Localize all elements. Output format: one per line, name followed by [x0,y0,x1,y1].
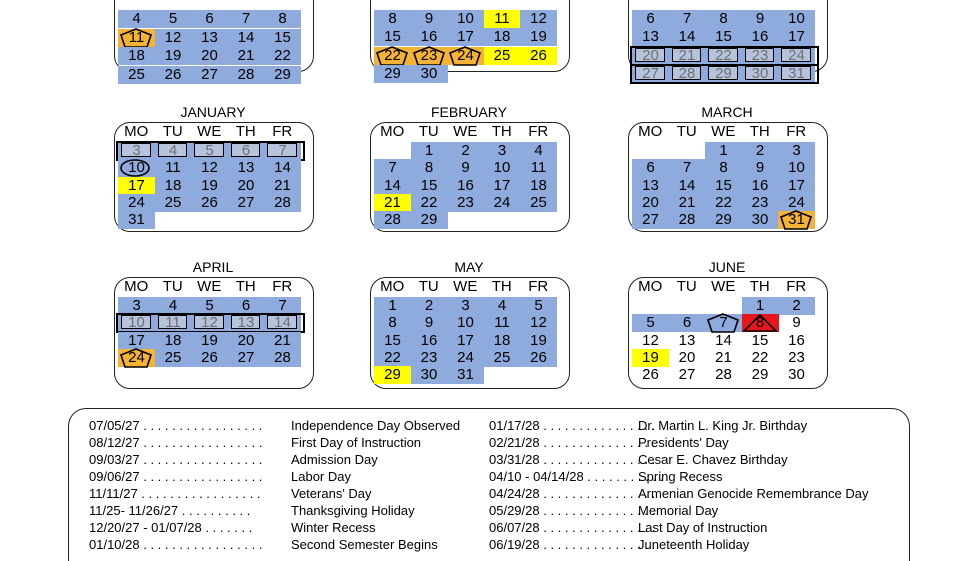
day-cell: 19 [520,332,557,350]
recess-day-box [635,48,665,62]
day-cell [484,211,521,229]
day-cell: 7 [264,297,301,315]
day-cell: 2 [778,297,815,315]
recess-day-box [267,315,297,329]
day-cell: 17 [447,28,484,46]
legend-event-name: Juneteenth Holiday [638,537,750,552]
day-cell: 2 [447,142,484,160]
day-cell: 13 [678,331,696,349]
day-cell: 28 [264,349,301,367]
day-cell: 28 [715,366,732,384]
day-cell: 23 [742,194,779,212]
day-cell: 9 [792,314,801,332]
weekday-header: FR [786,278,807,295]
day-cell: 28 [264,194,301,212]
day-cell: 23 [447,194,484,212]
day-cell: 24 [118,194,155,212]
legend-row [89,434,489,451]
day-cell: 15 [374,28,411,46]
day-cell: 12 [155,29,192,47]
day-cell: 17 [778,177,815,195]
day-cell: 29 [705,211,742,229]
legend-date: 09/03/27 . . . . . . . . . . . . . . . . . [89,452,263,467]
day-cell: 11 [484,314,521,332]
recess-day-box [231,143,261,157]
recess-day-box [158,315,188,329]
weekday-header: MO [380,123,405,140]
legend-date: 08/12/27 . . . . . . . . . . . . . . . . . [89,435,263,450]
day-cell: 27 [228,349,265,367]
day-cell: 21 [715,348,732,366]
weekday-header: FR [272,278,293,295]
legend-row [489,417,889,434]
day-cell: 23 [411,47,448,65]
legend-event-name: Independence Day Observed [291,418,461,433]
day-cell: 22 [751,348,769,366]
day-cell: 15 [751,331,769,349]
day-cell [484,65,521,83]
day-cell: 29 [411,211,448,229]
day-cell: 18 [118,47,155,65]
day-cell: 9 [742,159,779,177]
day-cell: 18 [484,332,521,350]
legend-row [489,451,889,468]
day-cell: 6 [228,297,265,315]
legend-row [89,468,489,485]
day-cell [228,211,265,229]
day-cell: 3 [118,297,155,315]
weekday-header: TH [749,123,770,140]
weekday-header: MO [638,123,663,140]
recess-day-box [121,143,151,157]
day-cell: 22 [411,194,448,212]
holiday-legend [68,408,910,561]
weekday-header: TH [491,123,512,140]
legend-event-name: Last Day of Instruction [638,520,768,535]
legend-row [489,502,889,519]
day-cell: 14 [669,28,706,46]
day-cell: 10 [778,159,815,177]
day-cell: 25 [520,194,557,212]
day-cell: 7 [669,10,706,28]
day-cell: 17 [447,332,484,350]
legend-event-name: Admission Day [291,452,378,467]
day-cell: 12 [191,159,228,177]
day-cell: 26 [191,194,228,212]
day-cell: 22 [705,194,742,212]
recess-day-box [635,66,665,80]
month-name: MARCH [701,104,753,120]
day-cell: 28 [374,211,411,229]
legend-row [489,468,889,485]
day-cell: 13 [632,177,669,195]
day-cell: 8 [374,314,411,332]
month-name: FEBRUARY [431,104,507,120]
weekday-header: TU [418,278,439,295]
recess-day-box [231,315,261,329]
recess-day-box [672,48,702,62]
legend-event-name: Labor Day [291,469,351,484]
day-cell: 29 [264,66,301,84]
day-cell: 20 [228,177,265,195]
day-cell: 1 [374,297,411,315]
legend-row [89,536,489,553]
recess-day-box [745,66,775,80]
month-name: APRIL [192,259,234,275]
day-cell: 16 [411,332,448,350]
day-cell: 18 [520,177,557,195]
day-cell: 11 [520,159,557,177]
day-cell: 31 [118,211,155,229]
month-name: MAY [454,259,484,275]
weekday-header: FR [786,123,807,140]
legend-event-name: Presidents' Day [638,435,729,450]
legend-row [89,485,489,502]
recess-day-box [745,48,775,62]
day-cell: 30 [742,211,779,229]
day-cell: 10 [447,10,484,28]
day-cell: 16 [742,28,779,46]
day-cell [484,366,521,384]
weekday-header: FR [272,123,293,140]
day-cell: 15 [411,177,448,195]
day-cell [520,366,557,384]
weekday-header: WE [197,123,222,140]
day-cell: 5 [155,10,192,28]
day-cell: 25 [155,194,192,212]
day-cell: 24 [447,47,484,65]
day-cell: 17 [778,28,815,46]
day-cell: 9 [447,159,484,177]
day-cell: 8 [264,10,301,28]
day-cell [447,65,484,83]
day-cell: 25 [484,47,521,65]
day-cell: 8 [705,10,742,28]
day-cell: 18 [155,332,192,350]
day-cell: 19 [191,332,228,350]
day-cell: 24 [118,349,155,367]
day-cell: 13 [228,159,265,177]
day-cell: 19 [632,349,669,367]
legend-date: 07/05/27 . . . . . . . . . . . . . . . . . [89,418,263,433]
day-cell: 4 [520,142,557,160]
weekday-header: TU [418,123,439,140]
day-cell: 9 [742,10,779,28]
day-cell: 18 [155,177,192,195]
weekday-header: FR [528,123,549,140]
day-cell: 9 [411,10,448,28]
day-cell: 22 [264,47,301,65]
day-cell: 3 [778,142,815,160]
day-cell: 3 [447,297,484,315]
legend-date: 09/06/27 . . . . . . . . . . . . . . . . . [89,469,263,484]
legend-event-name: First Day of Instruction [291,435,422,450]
legend-date: 03/31/28 . . . . . . . . . . . . . . . . [489,452,656,467]
day-cell: 1 [742,297,779,315]
weekday-header: TH [491,278,512,295]
day-cell [669,142,706,160]
legend-date: 01/17/28 . . . . . . . . . . . . . . . . [489,418,656,433]
day-cell: 14 [374,177,411,195]
recess-day-box [194,315,224,329]
day-cell: 18 [484,28,521,46]
day-cell: 21 [264,177,301,195]
day-cell: 21 [669,194,706,212]
day-cell: 8 [374,10,411,28]
day-cell: 19 [155,47,192,65]
recess-day-box [121,315,151,329]
day-cell: 25 [484,349,521,367]
day-cell: 14 [715,331,732,349]
day-cell [264,211,301,229]
day-cell: 2 [411,297,448,315]
day-cell: 8 [705,159,742,177]
day-cell: 14 [669,177,706,195]
day-cell: 28 [228,66,265,84]
recess-day-box [194,143,224,157]
legend-row [489,536,889,553]
weekday-header: TH [235,123,256,140]
weekday-header: TU [162,278,183,295]
day-cell: 29 [374,366,411,384]
legend-event-name: Dr. Martin L. King Jr. Birthday [638,418,808,433]
day-cell: 22 [374,47,411,65]
day-cell: 12 [642,331,659,349]
day-cell: 4 [118,10,155,28]
recess-day-box [781,66,811,80]
day-cell [155,211,192,229]
day-cell: 1 [705,142,742,160]
day-cell: 30 [411,366,448,384]
day-cell [447,211,484,229]
weekday-header: WE [197,278,222,295]
recess-day-box [708,48,738,62]
day-cell: 23 [788,348,805,366]
day-cell [705,297,742,315]
legend-event-name: Memorial Day [638,503,719,518]
day-cell: 10 [484,159,521,177]
day-cell: 24 [484,194,521,212]
weekday-header: MO [380,278,405,295]
day-cell: 16 [742,177,779,195]
legend-row [89,502,489,519]
legend-event-name: Winter Recess [291,520,376,535]
day-cell: 29 [374,65,411,83]
day-cell: 31 [778,211,815,229]
legend-date: 06/07/28 . . . . . . . . . . . . . . . . [489,520,656,535]
day-cell: 4 [155,297,192,315]
legend-row [89,417,489,434]
recess-day-box [781,48,811,62]
day-cell: 6 [669,314,706,332]
day-cell: 6 [632,10,669,28]
day-cell [520,65,557,83]
weekday-header: WE [453,278,478,295]
day-cell: 14 [264,159,301,177]
weekday-header: MO [124,123,149,140]
day-cell: 17 [484,177,521,195]
day-cell: 8 [742,314,779,332]
day-cell: 24 [447,349,484,367]
day-cell: 5 [632,314,669,332]
day-cell [374,142,411,160]
day-cell: 30 [411,65,448,83]
legend-date: 11/11/27 . . . . . . . . . . . . . . . . . [89,486,261,501]
weekday-header: WE [453,123,478,140]
day-cell [669,297,706,315]
day-cell [520,211,557,229]
day-cell: 11 [155,159,192,177]
day-cell: 8 [411,159,448,177]
day-cell [632,142,669,160]
day-cell: 29 [751,366,769,384]
day-cell: 12 [520,314,557,332]
day-cell: 5 [191,297,228,315]
day-cell: 19 [191,177,228,195]
legend-event-name: Cesar E. Chavez Birthday [638,452,788,467]
day-cell: 27 [678,366,696,384]
day-cell: 3 [484,142,521,160]
day-cell: 20 [191,47,228,65]
legend-date: 11/25- 11/26/27 . . . . . . . . . . [89,503,251,518]
day-cell: 26 [155,66,192,84]
day-cell: 12 [520,10,557,28]
recess-day-box [672,66,702,80]
weekday-header: TU [676,278,697,295]
weekday-header: TU [676,123,697,140]
legend-event-name: Spring Recess [638,469,723,484]
day-cell: 11 [484,10,521,28]
day-cell: 7 [669,159,706,177]
day-cell: 7 [705,314,742,332]
weekday-header: MO [124,278,149,295]
day-cell: 14 [228,29,265,47]
day-cell: 19 [520,28,557,46]
legend-row [489,519,889,536]
day-cell: 21 [374,194,411,212]
day-cell: 20 [228,332,265,350]
weekday-header: TU [162,123,183,140]
day-cell: 5 [520,297,557,315]
legend-date: 02/21/28 . . . . . . . . . . . . . . . . [489,435,656,450]
day-cell: 20 [632,194,669,212]
weekday-header: TH [749,278,770,295]
day-cell: 6 [632,159,669,177]
day-cell: 27 [632,211,669,229]
recess-day-box [708,66,738,80]
weekday-header: FR [528,278,549,295]
day-cell: 22 [374,349,411,367]
day-cell: 31 [447,366,484,384]
day-cell: 15 [705,28,742,46]
day-cell: 23 [411,349,448,367]
day-cell: 27 [191,66,228,84]
legend-date: 04/10 - 04/14/28 . . . . . . . . . . . [489,469,664,484]
day-cell: 27 [228,194,265,212]
legend-row [489,485,889,502]
day-cell: 20 [678,348,696,366]
day-cell: 16 [788,331,805,349]
day-cell: 16 [411,28,448,46]
day-cell [191,211,228,229]
day-cell: 28 [669,211,706,229]
day-cell: 15 [264,29,301,47]
day-cell: 6 [191,10,228,28]
month-name: JUNE [708,259,746,275]
day-cell: 26 [520,47,557,65]
day-cell: 15 [374,332,411,350]
day-cell: 24 [778,194,815,212]
legend-row [89,451,489,468]
legend-event-name: Second Semester Begins [291,537,438,552]
day-cell: 11 [118,29,155,47]
weekday-header: WE [711,123,736,140]
day-cell: 7 [374,159,411,177]
legend-date: 04/24/28 . . . . . . . . . . . . . . . . [489,486,656,501]
legend-row [489,434,889,451]
recess-day-box [267,143,297,157]
day-cell: 7 [228,10,265,28]
legend-event-name: Veterans' Day [291,486,372,501]
day-cell: 10 [447,314,484,332]
weekday-header: WE [711,278,736,295]
month-name: JANUARY [180,104,246,120]
legend-event-name: Armenian Genocide Remembrance Day [638,486,869,501]
day-cell: 16 [447,177,484,195]
day-cell: 30 [788,366,805,384]
recess-day-box [158,143,188,157]
day-cell: 21 [264,332,301,350]
day-cell: 9 [411,314,448,332]
day-cell: 13 [632,28,669,46]
day-cell: 10 [118,159,155,177]
legend-date: 06/19/28 . . . . . . . . . . . . . . . . [489,537,656,552]
day-cell: 13 [191,29,228,47]
day-cell: 25 [155,349,192,367]
legend-date: 12/20/27 - 01/07/28 . . . . . . . [89,520,253,535]
day-cell: 17 [118,177,155,195]
legend-date: 01/10/28 . . . . . . . . . . . . . . . . . [89,537,263,552]
day-cell: 17 [118,332,155,350]
weekday-header: TH [235,278,256,295]
day-cell: 10 [778,10,815,28]
day-cell: 26 [520,349,557,367]
day-cell: 26 [191,349,228,367]
day-cell: 1 [411,142,448,160]
day-cell: 25 [118,66,155,84]
legend-date: 05/29/28 . . . . . . . . . . . . . . . . [489,503,656,518]
day-cell: 15 [705,177,742,195]
legend-row [89,519,489,536]
day-cell: 21 [228,47,265,65]
day-cell: 2 [742,142,779,160]
weekday-header: MO [638,278,663,295]
day-cell: 4 [484,297,521,315]
day-cell: 26 [642,366,659,384]
day-cell [632,297,669,315]
legend-event-name: Thanksgiving Holiday [291,503,415,518]
